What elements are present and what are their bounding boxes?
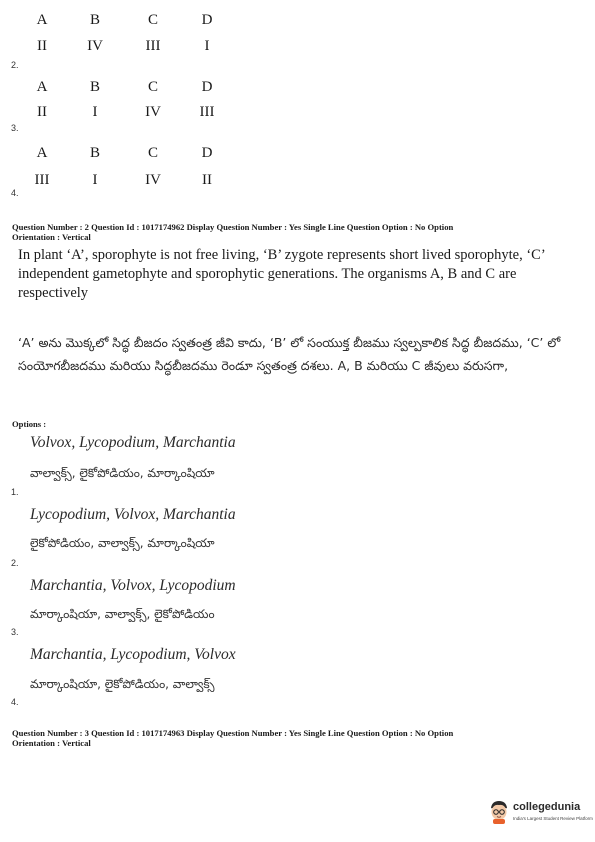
roman-c: IV	[145, 104, 161, 120]
letter-d: D	[201, 12, 213, 28]
option-3-number: 3.	[11, 627, 19, 637]
option-2-number: 2.	[11, 558, 19, 568]
letter-d: D	[201, 79, 213, 95]
letter-d: D	[201, 145, 213, 161]
roman-b: IV	[87, 38, 103, 54]
option-4-number: 4.	[11, 697, 19, 707]
match-letters-row	[0, 79, 300, 99]
match-romans-row	[0, 172, 300, 192]
option-3-english[interactable]: Marchantia, Volvox, Lycopodium	[30, 577, 236, 594]
option-2-telugu[interactable]: లైకోపోడియం, వాల్వాక్స్, మార్కాంషియా	[30, 536, 215, 550]
roman-a: II	[37, 38, 47, 54]
roman-d: II	[202, 172, 212, 188]
question-orientation: Orientation : Vertical	[12, 231, 91, 242]
letter-b: B	[89, 12, 100, 28]
option-3-telugu[interactable]: మార్కాంషియా, వాల్వాక్స్, లైకోపోడియం	[30, 607, 215, 621]
logo-name: collegedunia	[513, 801, 581, 813]
option-number: 3.	[11, 123, 19, 133]
option-number: 4.	[11, 188, 19, 198]
letter-b: B	[89, 145, 100, 161]
roman-d: I	[204, 38, 210, 54]
roman-a: III	[34, 172, 50, 188]
match-letters-row	[0, 145, 300, 165]
match-letters-row	[0, 12, 300, 32]
letter-c: C	[147, 79, 158, 95]
match-romans-row	[0, 38, 300, 58]
letter-a: A	[36, 12, 48, 28]
roman-c: IV	[145, 172, 161, 188]
question-meta	[12, 223, 453, 242]
letter-a: A	[36, 79, 48, 95]
options-label: Options :	[12, 419, 47, 429]
question-meta	[12, 729, 453, 748]
letter-a: A	[36, 145, 48, 161]
letter-c: C	[147, 12, 158, 28]
roman-d: III	[199, 104, 215, 120]
option-1-telugu[interactable]: వాల్వాక్స్, లైకోపోడియం, మార్కాంషియా	[30, 466, 215, 480]
option-4-telugu[interactable]: మార్కాంషియా, లైకోపోడియం, వాల్వాక్స్	[30, 677, 215, 691]
question-meta-line: Question Number : 2 Question Id : 1017174962 Display Question Number : Yes Single Line Question Option : No Option	[12, 222, 454, 232]
logo-tagline: India's Largest Student Review Platform	[513, 816, 593, 821]
option-2-english[interactable]: Lycopodium, Volvox, Marchantia	[30, 506, 236, 523]
collegedunia-logo[interactable]	[488, 798, 593, 832]
option-1-number: 1.	[11, 487, 19, 497]
question-orientation: Orientation : Vertical	[12, 737, 91, 748]
match-romans-row	[0, 104, 300, 124]
option-1-english[interactable]: Volvox, Lycopodium, Marchantia	[30, 434, 236, 451]
option-number: 2.	[11, 60, 19, 70]
option-4-english[interactable]: Marchantia, Lycopodium, Volvox	[30, 646, 236, 663]
question-meta-line: Question Number : 3 Question Id : 1017174963 Display Question Number : Yes Single Line Question Option : No Option	[12, 728, 454, 738]
letter-c: C	[147, 145, 158, 161]
student-mascot-icon	[488, 800, 510, 824]
roman-b: I	[92, 172, 98, 188]
question-text-telugu: ‘A’ అను మొక్కలో సిద్ధ బీజదం స్వతంత్ర జీవి కాదు, ‘B’ లో సంయుక్త బీజము స్వల్పకాలిక సిద్ధ బీజదము, ‘C’ లో సంయోగబీజదము మరియు సిద్ధబీజదము రెండూ స్వతంత్ర దశలు. A, B మరియు C జీవులు వరుసగా,	[18, 335, 561, 373]
question-text-english: In plant ‘A’, sporophyte is not free living, ‘B’ zygote represents short lived sporophyte, ‘C’ independent gametophyte and sporophytic generations. The organisms A, B and C are respectively	[18, 247, 545, 301]
roman-a: II	[37, 104, 47, 120]
roman-c: III	[145, 38, 161, 54]
roman-b: I	[92, 104, 98, 120]
letter-b: B	[89, 79, 100, 95]
